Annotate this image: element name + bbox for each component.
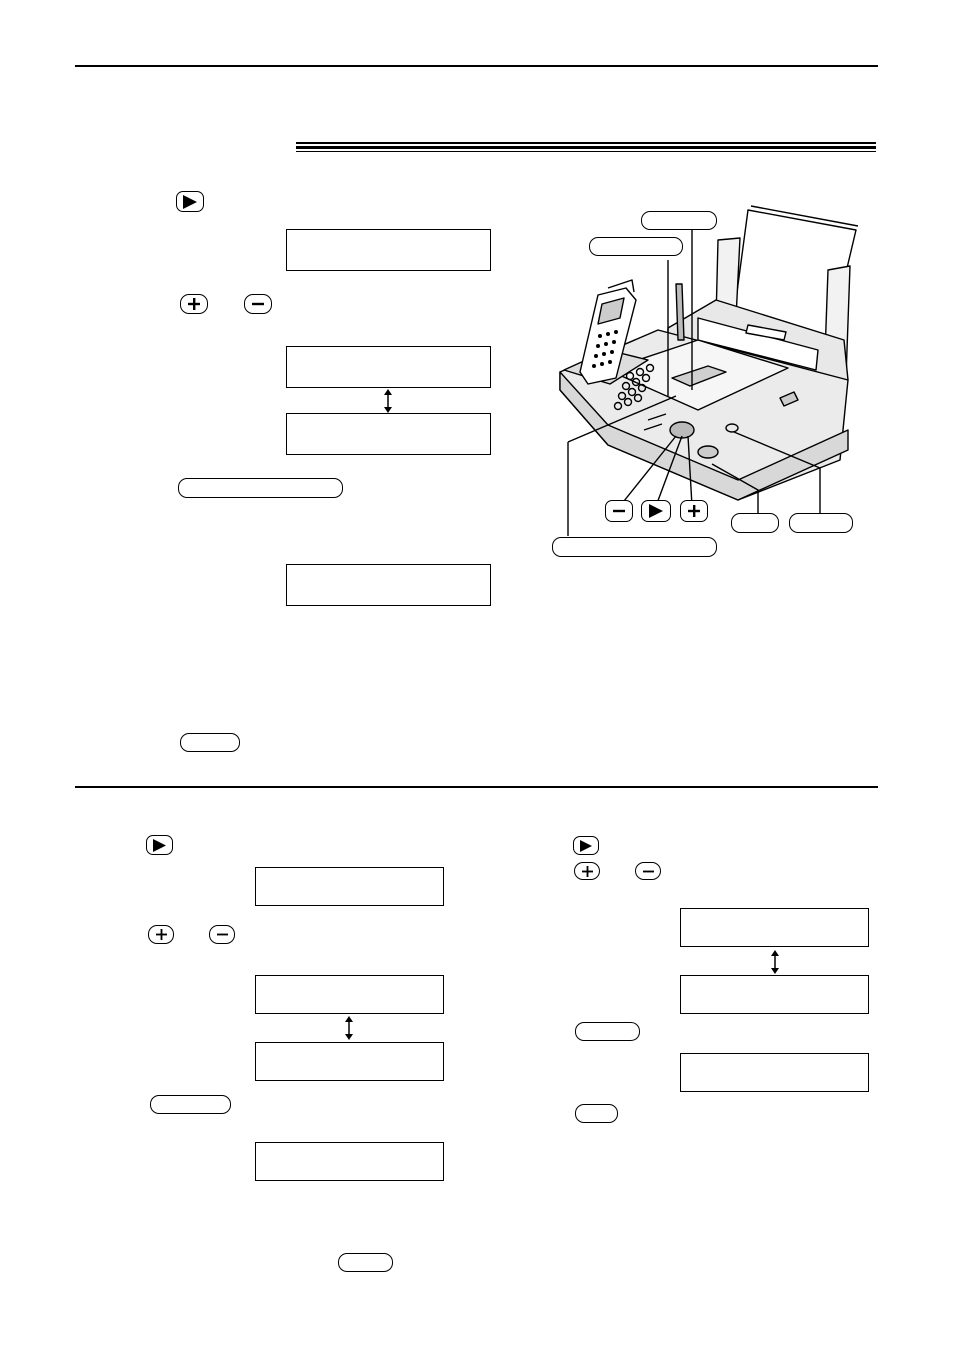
set-button[interactable] — [180, 733, 240, 752]
play-triangle-icon — [182, 195, 198, 209]
stop-button-3[interactable] — [575, 1104, 618, 1123]
lcd-display-2 — [286, 346, 491, 388]
lcd-display-8 — [255, 1142, 444, 1181]
double-arrow-icon — [382, 389, 394, 413]
top-rule — [75, 65, 878, 67]
title-rule-3 — [296, 151, 876, 152]
lcd-display-5 — [255, 867, 444, 906]
play-triangle-icon — [579, 840, 593, 852]
double-arrow-icon — [343, 1016, 355, 1040]
callout-plus-button — [680, 500, 708, 522]
callout-box-small — [731, 513, 779, 533]
lcd-display-1 — [286, 229, 491, 271]
lcd-display-9 — [680, 908, 869, 947]
next-button[interactable] — [176, 191, 204, 212]
minus-icon — [252, 298, 264, 310]
lcd-display-7 — [255, 1042, 444, 1081]
next-button-2[interactable] — [146, 835, 173, 855]
callout-minus-button — [605, 500, 633, 522]
minus-icon — [643, 866, 654, 877]
title-rule-2 — [296, 146, 876, 149]
lcd-display-3 — [286, 413, 491, 455]
section-divider — [75, 786, 878, 788]
function-button-2[interactable] — [150, 1095, 231, 1114]
plus-icon — [582, 866, 593, 877]
double-arrow-icon — [769, 950, 781, 974]
callout-box-wide — [552, 537, 717, 557]
next-button-3[interactable] — [573, 836, 599, 855]
callout-box-right — [789, 513, 853, 533]
title-rule-1 — [296, 142, 876, 144]
play-triangle-icon — [152, 839, 167, 852]
set-button-2[interactable] — [338, 1253, 393, 1272]
callout-box-top — [641, 211, 717, 230]
minus-button-2[interactable] — [209, 925, 235, 944]
callout-next-button — [641, 500, 671, 522]
plus-button-3[interactable] — [574, 862, 600, 880]
lcd-display-4 — [286, 564, 491, 606]
callout-box-second — [589, 237, 683, 256]
play-triangle-icon — [648, 504, 664, 518]
plus-icon — [188, 298, 200, 310]
plus-button-2[interactable] — [148, 925, 174, 944]
minus-button[interactable] — [244, 294, 272, 314]
plus-icon — [156, 929, 167, 940]
minus-button-3[interactable] — [635, 862, 661, 880]
lcd-display-10 — [680, 975, 869, 1014]
lcd-display-11 — [680, 1053, 869, 1092]
minus-icon — [613, 505, 625, 517]
long-function-button[interactable] — [178, 478, 343, 498]
minus-icon — [217, 929, 228, 940]
lcd-display-6 — [255, 975, 444, 1014]
plus-button[interactable] — [180, 294, 208, 314]
plus-icon — [688, 505, 700, 517]
function-button-3[interactable] — [575, 1022, 640, 1041]
